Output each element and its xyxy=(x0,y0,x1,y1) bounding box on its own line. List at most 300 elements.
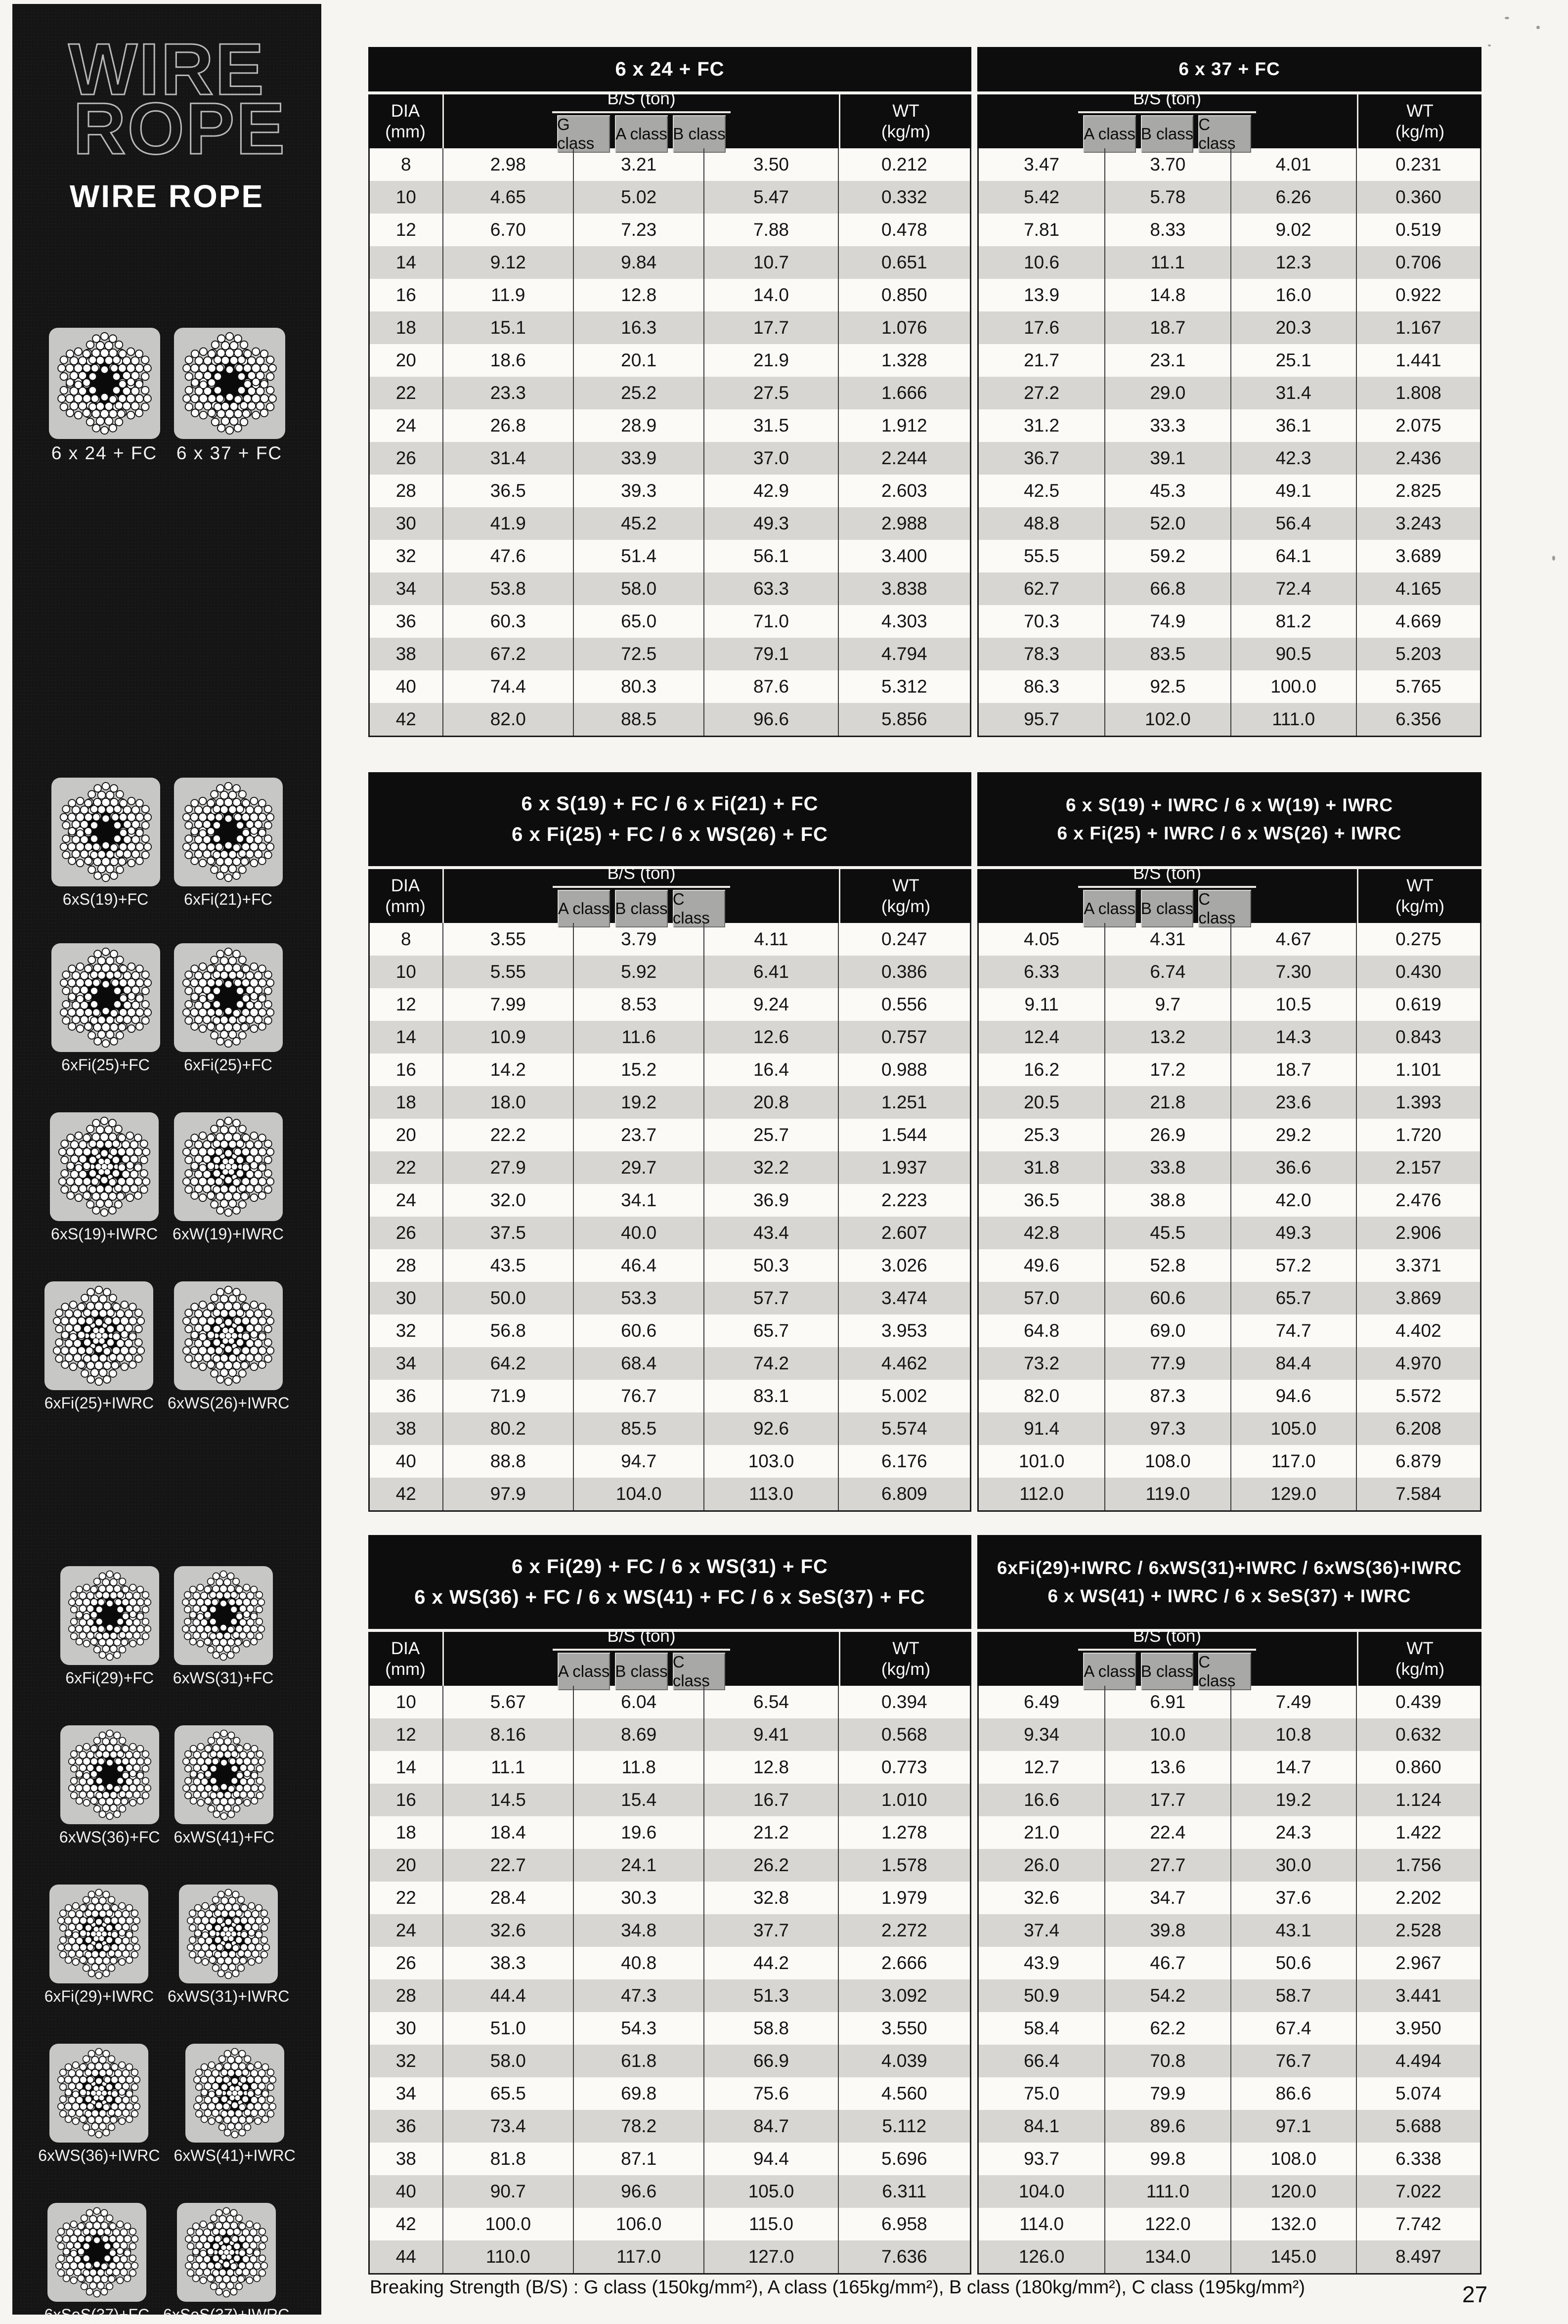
class-header-cell: A class xyxy=(558,890,610,927)
value-cell: 14.3 xyxy=(1230,1021,1356,1053)
value-cell: 2.98 xyxy=(442,148,573,181)
column-header-row xyxy=(368,1626,971,1690)
table-row xyxy=(370,1947,970,1979)
value-cell: 16.0 xyxy=(1230,279,1356,311)
value-cell: 2.272 xyxy=(838,1914,970,1947)
table-row xyxy=(979,246,1480,279)
value-cell: 77.9 xyxy=(1104,1347,1230,1380)
dia-cell: 26 xyxy=(395,1953,416,1973)
value-cell: 26.2 xyxy=(703,1849,837,1882)
rope-item xyxy=(38,2044,160,2165)
value-cell: 0.860 xyxy=(1356,1751,1480,1784)
table-row xyxy=(370,344,970,377)
value-cell: 91.4 xyxy=(1024,1418,1060,1439)
value-cell: 51.3 xyxy=(703,1979,837,2012)
value-cell: 1.441 xyxy=(1356,344,1480,377)
rope-item xyxy=(51,778,160,909)
table-row xyxy=(370,2208,970,2240)
rope-label: 6xWS(26)+IWRC xyxy=(168,1394,290,1412)
value-cell: 17.6 xyxy=(1024,317,1060,338)
table-row xyxy=(370,703,970,736)
value-cell: 101.0 xyxy=(1018,1451,1065,1471)
logo-title: WIRE ROPE xyxy=(69,178,264,215)
value-cell: 38.8 xyxy=(1104,1184,1230,1217)
table-row xyxy=(979,442,1480,475)
value-cell: 5.55 xyxy=(442,956,573,988)
value-cell: 6.176 xyxy=(838,1445,970,1478)
value-cell: 46.4 xyxy=(573,1249,703,1282)
value-cell: 6.70 xyxy=(442,214,573,246)
rope-tile xyxy=(174,328,285,439)
table-row xyxy=(370,1718,970,1751)
rope-cross-section-image xyxy=(55,781,157,883)
table-title-line: 6 x S(19) + IWRC / 6 x W(19) + IWRC xyxy=(1065,794,1394,815)
rope-tile xyxy=(174,1281,283,1390)
bs-header xyxy=(977,1626,1357,1690)
value-cell: 11.1 xyxy=(1104,246,1230,279)
table-half-left xyxy=(368,47,971,737)
table-row xyxy=(370,507,970,540)
value-cell: 18.7 xyxy=(1230,1053,1356,1086)
value-cell: 3.371 xyxy=(1356,1249,1480,1282)
value-cell: 50.9 xyxy=(1024,1985,1060,2006)
value-cell: 87.1 xyxy=(573,2143,703,2175)
value-cell: 2.906 xyxy=(1356,1217,1480,1249)
value-cell: 29.0 xyxy=(1104,377,1230,409)
table-body xyxy=(368,148,971,737)
dia-cell: 40 xyxy=(395,676,416,697)
wt-label: WT xyxy=(1406,1639,1434,1659)
bs-header xyxy=(977,89,1357,152)
value-cell: 50.0 xyxy=(442,1282,573,1315)
value-cell: 2.666 xyxy=(838,1947,970,1979)
value-cell: 97.1 xyxy=(1230,2110,1356,2143)
value-cell: 0.651 xyxy=(838,246,970,279)
value-cell: 37.4 xyxy=(1024,1920,1060,1940)
value-cell: 31.2 xyxy=(1024,415,1060,436)
value-cell: 66.4 xyxy=(1024,2051,1060,2071)
value-cell: 5.688 xyxy=(1356,2110,1480,2143)
dia-cell: 24 xyxy=(395,1920,416,1940)
table-row xyxy=(370,1882,970,1914)
dia-cell: 40 xyxy=(395,2181,416,2201)
value-cell: 65.7 xyxy=(703,1315,837,1347)
value-cell: 80.2 xyxy=(442,1412,573,1445)
table-title-bar xyxy=(977,772,1481,866)
dia-label: DIA xyxy=(391,1639,420,1659)
class-header-cell: C class xyxy=(1198,1653,1251,1690)
value-cell: 2.528 xyxy=(1356,1914,1480,1947)
table-row xyxy=(370,1282,970,1315)
value-cell: 0.757 xyxy=(838,1021,970,1053)
dia-cell: 28 xyxy=(395,481,416,501)
rope-label: 6xWS(31)+IWRC xyxy=(168,1987,290,2005)
value-cell: 32.8 xyxy=(703,1882,837,1914)
value-cell: 6.54 xyxy=(703,1686,837,1718)
value-cell: 129.0 xyxy=(1230,1478,1356,1510)
value-cell: 37.5 xyxy=(442,1217,573,1249)
value-cell: 0.850 xyxy=(838,279,970,311)
table-row xyxy=(370,1751,970,1784)
dia-cell: 28 xyxy=(395,1255,416,1275)
value-cell: 17.2 xyxy=(1104,1053,1230,1086)
dia-cell: 26 xyxy=(395,448,416,468)
rope-pair-row xyxy=(12,1112,321,1243)
table-row xyxy=(370,956,970,988)
table-row xyxy=(979,1315,1480,1347)
value-cell: 0.922 xyxy=(1356,279,1480,311)
value-cell: 15.1 xyxy=(442,311,573,344)
value-cell: 1.251 xyxy=(838,1086,970,1119)
value-cell: 12.7 xyxy=(1024,1757,1060,1777)
dia-cell: 32 xyxy=(395,546,416,566)
value-cell: 1.937 xyxy=(838,1151,970,1184)
dia-cell: 24 xyxy=(395,1190,416,1210)
table-row xyxy=(979,1718,1480,1751)
value-cell: 33.9 xyxy=(573,442,703,475)
dia-label: DIA xyxy=(391,101,420,121)
dia-cell: 16 xyxy=(395,1790,416,1810)
dia-cell: 32 xyxy=(395,2051,416,2071)
wt-header xyxy=(839,94,971,148)
table-row xyxy=(370,540,970,572)
value-cell: 28.9 xyxy=(573,409,703,442)
rope-cross-section-image xyxy=(53,1888,145,1980)
table-row xyxy=(979,2175,1480,2208)
value-cell: 58.8 xyxy=(703,2012,837,2045)
table-row xyxy=(370,377,970,409)
value-cell: 0.706 xyxy=(1356,246,1480,279)
value-cell: 84.1 xyxy=(1024,2116,1060,2136)
value-cell: 113.0 xyxy=(703,1478,837,1510)
table-row xyxy=(979,475,1480,507)
value-cell: 100.0 xyxy=(1230,670,1356,703)
value-cell: 66.8 xyxy=(1104,572,1230,605)
table-row xyxy=(370,572,970,605)
value-cell: 49.1 xyxy=(1230,475,1356,507)
rope-tile xyxy=(51,778,160,886)
dia-cell: 20 xyxy=(395,1125,416,1145)
value-cell: 108.0 xyxy=(1104,1445,1230,1478)
rope-label: 6 x 37 + FC xyxy=(176,443,283,463)
value-cell: 5.02 xyxy=(573,181,703,214)
value-cell: 0.386 xyxy=(838,956,970,988)
bs-ton-label: B/S (ton) xyxy=(607,864,676,883)
value-cell: 0.360 xyxy=(1356,181,1480,214)
value-cell: 92.5 xyxy=(1104,670,1230,703)
table-body xyxy=(368,923,971,1512)
value-cell: 27.7 xyxy=(1104,1849,1230,1882)
value-cell: 30.3 xyxy=(573,1882,703,1914)
table-row xyxy=(979,2077,1480,2110)
value-cell: 64.8 xyxy=(1024,1320,1060,1341)
value-cell: 117.0 xyxy=(1230,1445,1356,1478)
value-cell: 20.1 xyxy=(573,344,703,377)
value-cell: 83.1 xyxy=(703,1380,837,1412)
value-cell: 60.3 xyxy=(442,605,573,638)
rope-item xyxy=(49,328,160,464)
value-cell: 8.16 xyxy=(442,1718,573,1751)
bs-ton-label: B/S (ton) xyxy=(1132,1626,1202,1646)
value-cell: 16.4 xyxy=(703,1053,837,1086)
dia-cell: 22 xyxy=(395,383,416,403)
rope-label: 6xSeS(37)+FC xyxy=(44,2306,150,2324)
value-cell: 5.42 xyxy=(1024,187,1060,207)
table-title-bar xyxy=(977,1535,1481,1629)
value-cell: 69.8 xyxy=(573,2077,703,2110)
rope-label: 6xWS(31)+FC xyxy=(173,1669,274,1687)
value-cell: 27.2 xyxy=(1024,383,1060,403)
table-row xyxy=(979,2240,1480,2273)
value-cell: 94.7 xyxy=(573,1445,703,1478)
table-row xyxy=(370,1151,970,1184)
value-cell: 43.9 xyxy=(1024,1953,1060,1973)
value-cell: 7.022 xyxy=(1356,2175,1480,2208)
rope-label: 6 x 24 + FC xyxy=(51,443,158,463)
value-cell: 43.5 xyxy=(442,1249,573,1282)
dia-cell: 16 xyxy=(395,285,416,305)
rope-item xyxy=(168,1885,289,2006)
value-cell: 108.0 xyxy=(1230,2143,1356,2175)
dia-cell: 28 xyxy=(395,1985,416,2006)
value-cell: 74.4 xyxy=(442,670,573,703)
dia-cell: 34 xyxy=(395,578,416,599)
value-cell: 0.275 xyxy=(1356,923,1480,956)
value-cell: 2.436 xyxy=(1356,442,1480,475)
rope-item xyxy=(174,943,283,1074)
value-cell: 10.8 xyxy=(1230,1718,1356,1751)
value-cell: 46.7 xyxy=(1104,1947,1230,1979)
value-cell: 64.1 xyxy=(1230,540,1356,572)
value-cell: 76.7 xyxy=(1230,2045,1356,2077)
value-cell: 10.5 xyxy=(1230,988,1356,1021)
value-cell: 39.3 xyxy=(573,475,703,507)
breaking-strength-note: Breaking Strength (B/S) : G class (150kg/mm²), A class (165kg/mm²), B class (180kg/mm²), C class (195kg/mm²) xyxy=(370,2277,1306,2298)
value-cell: 65.5 xyxy=(442,2077,573,2110)
value-cell: 14.5 xyxy=(442,1784,573,1816)
table-row xyxy=(979,1445,1480,1478)
value-cell: 9.12 xyxy=(442,246,573,279)
value-cell: 5.112 xyxy=(838,2110,970,2143)
value-cell: 0.430 xyxy=(1356,956,1480,988)
value-cell: 26.9 xyxy=(1104,1119,1230,1151)
value-cell: 72.4 xyxy=(1230,572,1356,605)
bs-header xyxy=(442,1626,839,1690)
value-cell: 28.4 xyxy=(442,1882,573,1914)
value-cell: 36.7 xyxy=(1024,448,1060,468)
value-cell: 7.30 xyxy=(1230,956,1356,988)
table-row xyxy=(370,2240,970,2273)
rope-label: 6xS(19)+FC xyxy=(62,890,149,908)
table-row xyxy=(370,670,970,703)
value-cell: 12.6 xyxy=(703,1021,837,1053)
value-cell: 5.574 xyxy=(838,1412,970,1445)
value-cell: 45.5 xyxy=(1104,1217,1230,1249)
rope-item xyxy=(174,778,283,909)
value-cell: 80.3 xyxy=(573,670,703,703)
rope-tile xyxy=(174,1112,283,1221)
value-cell: 15.2 xyxy=(573,1053,703,1086)
value-cell: 30.0 xyxy=(1230,1849,1356,1882)
value-cell: 97.9 xyxy=(442,1478,573,1510)
dia-cell: 24 xyxy=(395,415,416,436)
value-cell: 6.338 xyxy=(1356,2143,1480,2175)
value-cell: 4.970 xyxy=(1356,1347,1480,1380)
value-cell: 10.7 xyxy=(703,246,837,279)
class-header-cell: B class xyxy=(1141,1653,1193,1690)
value-cell: 5.856 xyxy=(838,703,970,736)
value-cell: 14.8 xyxy=(1104,279,1230,311)
value-cell: 12.8 xyxy=(573,279,703,311)
rope-label: 6xFi(25)+FC xyxy=(184,1056,272,1074)
rope-tile xyxy=(174,1566,273,1665)
table-row xyxy=(979,148,1480,181)
value-cell: 87.3 xyxy=(1104,1380,1230,1412)
table-row xyxy=(979,923,1480,956)
value-cell: 60.6 xyxy=(573,1315,703,1347)
dia-unit-label: (mm) xyxy=(385,1659,426,1679)
value-cell: 7.584 xyxy=(1356,1478,1480,1510)
value-cell: 5.78 xyxy=(1104,181,1230,214)
value-cell: 111.0 xyxy=(1230,703,1356,736)
value-cell: 3.838 xyxy=(838,572,970,605)
value-cell: 13.6 xyxy=(1104,1751,1230,1784)
scan-speck xyxy=(1536,26,1540,29)
value-cell: 132.0 xyxy=(1230,2208,1356,2240)
table-row xyxy=(979,1412,1480,1445)
value-cell: 26.0 xyxy=(1024,1855,1060,1875)
value-cell: 0.632 xyxy=(1356,1718,1480,1751)
value-cell: 36.5 xyxy=(1024,1190,1060,1210)
value-cell: 1.544 xyxy=(838,1119,970,1151)
table-row xyxy=(979,1380,1480,1412)
value-cell: 110.0 xyxy=(442,2240,573,2273)
rope-tile xyxy=(177,2203,276,2302)
table-row xyxy=(979,1751,1480,1784)
value-cell: 26.8 xyxy=(442,409,573,442)
value-cell: 87.6 xyxy=(703,670,837,703)
wt-header xyxy=(839,1632,971,1686)
value-cell: 15.4 xyxy=(573,1784,703,1816)
table-row xyxy=(370,2012,970,2045)
rope-tile xyxy=(174,1725,273,1824)
value-cell: 82.0 xyxy=(1024,1386,1060,1406)
value-cell: 34.1 xyxy=(573,1184,703,1217)
value-cell: 23.7 xyxy=(573,1119,703,1151)
value-cell: 57.2 xyxy=(1230,1249,1356,1282)
value-cell: 32.6 xyxy=(442,1914,573,1947)
dia-cell: 42 xyxy=(395,709,416,729)
table-row xyxy=(979,2045,1480,2077)
value-cell: 3.400 xyxy=(838,540,970,572)
value-cell: 11.8 xyxy=(573,1751,703,1784)
table-row xyxy=(370,1249,970,1282)
dia-cell: 18 xyxy=(395,317,416,338)
rope-pair-row xyxy=(12,1281,321,1412)
rope-item xyxy=(174,1725,275,1846)
table-title-line: 6 x WS(41) + IWRC / 6 x SeS(37) + IWRC xyxy=(1047,1586,1411,1606)
value-cell: 81.2 xyxy=(1230,605,1356,638)
rope-cross-section-image xyxy=(177,331,282,436)
value-cell: 1.756 xyxy=(1356,1849,1480,1882)
wt-unit-label: (kg/m) xyxy=(881,896,931,916)
rope-pair-row xyxy=(12,2044,321,2165)
rope-label: 6xFi(29)+IWRC xyxy=(44,1987,154,2005)
table-row xyxy=(979,181,1480,214)
value-cell: 42.9 xyxy=(703,475,837,507)
value-cell: 6.311 xyxy=(838,2175,970,2208)
value-cell: 11.9 xyxy=(442,279,573,311)
value-cell: 42.5 xyxy=(1024,481,1060,501)
value-cell: 97.3 xyxy=(1104,1412,1230,1445)
value-cell: 88.8 xyxy=(442,1445,573,1478)
class-header-cell: B class xyxy=(1141,890,1193,927)
dia-cell: 12 xyxy=(395,1724,416,1745)
table-row xyxy=(979,1151,1480,1184)
value-cell: 2.244 xyxy=(838,442,970,475)
value-cell: 0.439 xyxy=(1356,1686,1480,1718)
value-cell: 1.101 xyxy=(1356,1053,1480,1086)
table-title-line: 6 x WS(36) + FC / 6 x WS(41) + FC / 6 x SeS(37) + FC xyxy=(414,1586,925,1608)
table-row xyxy=(370,1784,970,1816)
value-cell: 69.0 xyxy=(1104,1315,1230,1347)
value-cell: 5.696 xyxy=(838,2143,970,2175)
value-cell: 99.8 xyxy=(1104,2143,1230,2175)
value-cell: 72.5 xyxy=(573,638,703,670)
table-row xyxy=(979,1282,1480,1315)
value-cell: 1.124 xyxy=(1356,1784,1480,1816)
value-cell: 103.0 xyxy=(703,1445,837,1478)
wt-header xyxy=(1357,1632,1481,1686)
table-row xyxy=(979,2208,1480,2240)
value-cell: 33.8 xyxy=(1104,1151,1230,1184)
class-header-cell: C class xyxy=(1198,115,1251,153)
rope-label: 6xW(19)+IWRC xyxy=(173,1225,284,1243)
class-header-cell: A class xyxy=(1083,1653,1135,1690)
bs-header xyxy=(442,864,839,927)
value-cell: 40.8 xyxy=(573,1947,703,1979)
value-cell: 65.0 xyxy=(573,605,703,638)
table-row xyxy=(979,638,1480,670)
table-row xyxy=(370,1979,970,2012)
value-cell: 4.31 xyxy=(1104,923,1230,956)
value-cell: 1.422 xyxy=(1356,1816,1480,1849)
value-cell: 73.2 xyxy=(1024,1353,1060,1373)
table-row xyxy=(979,1086,1480,1119)
value-cell: 9.24 xyxy=(703,988,837,1021)
value-cell: 16.6 xyxy=(1024,1790,1060,1810)
table-row xyxy=(979,1217,1480,1249)
rope-item xyxy=(44,2203,150,2324)
value-cell: 0.773 xyxy=(838,1751,970,1784)
table-title-line: 6 x Fi(29) + FC / 6 x WS(31) + FC xyxy=(512,1556,828,1578)
table-title-line: 6 x 24 + FC xyxy=(615,58,725,80)
value-cell: 5.203 xyxy=(1356,638,1480,670)
rope-cross-section-image xyxy=(177,781,279,883)
rope-cross-section-image xyxy=(51,2206,143,2298)
class-header-cell: B class xyxy=(615,1653,667,1690)
value-cell: 5.074 xyxy=(1356,2077,1480,2110)
value-cell: 3.950 xyxy=(1356,2012,1480,2045)
value-cell: 27.5 xyxy=(703,377,837,409)
value-cell: 6.91 xyxy=(1104,1686,1230,1718)
value-cell: 1.328 xyxy=(838,344,970,377)
value-cell: 0.478 xyxy=(838,214,970,246)
wt-header xyxy=(839,869,971,923)
value-cell: 1.808 xyxy=(1356,377,1480,409)
rope-tile xyxy=(60,1566,159,1665)
table-row xyxy=(979,1478,1480,1510)
